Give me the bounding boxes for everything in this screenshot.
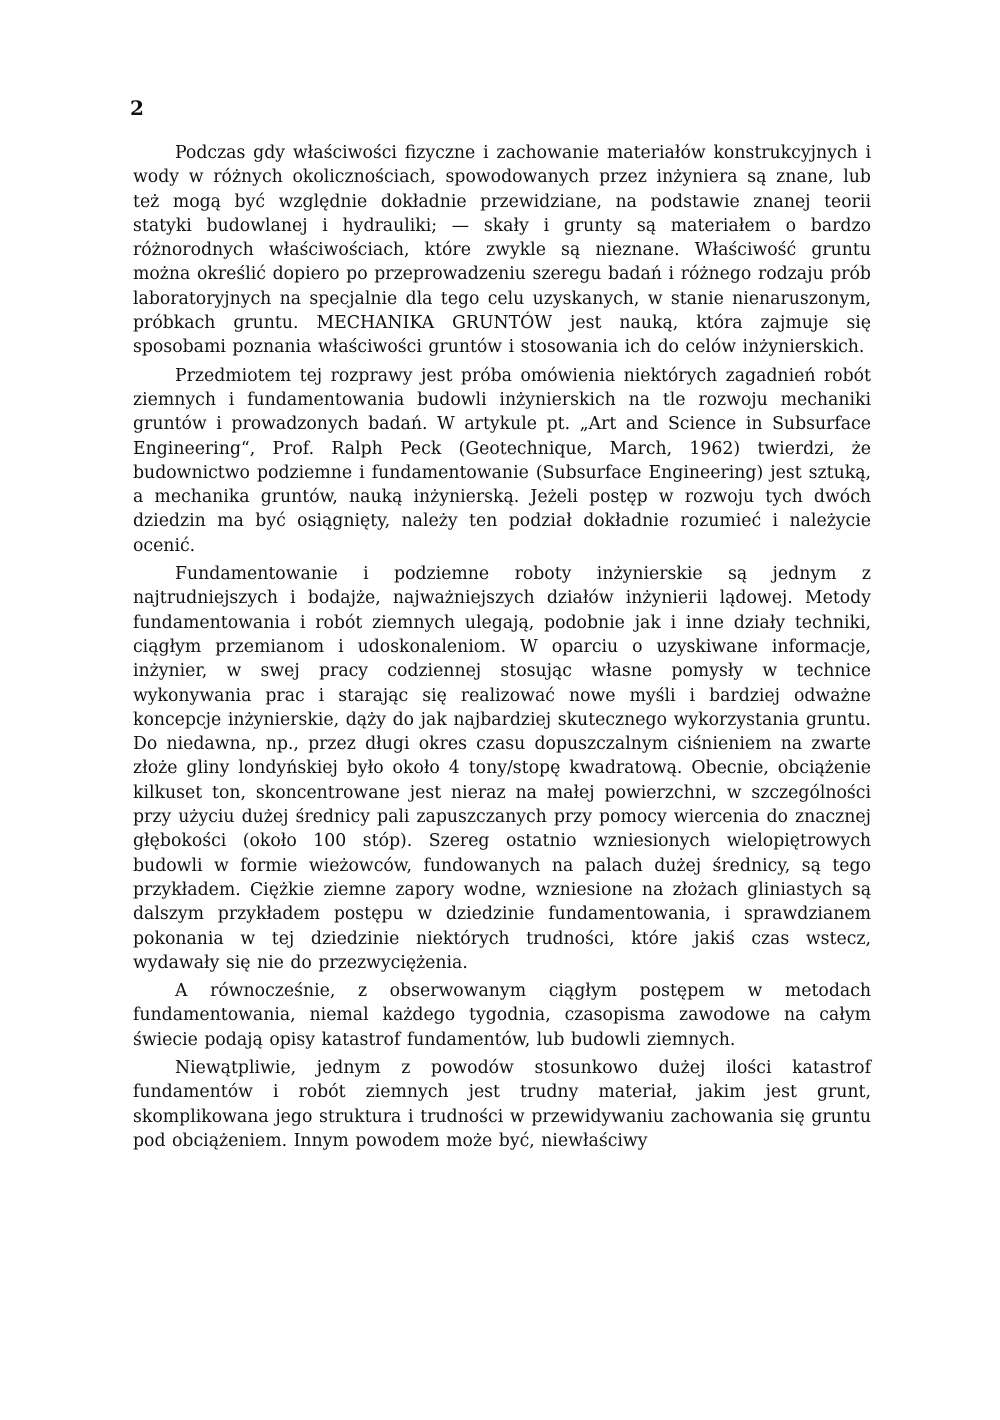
text-body bbox=[133, 141, 871, 1157]
paragraph-subject-of-dissertation: Przedmiotem tej rozprawy jest próba omówienia niektórych zagadnień robót ziemnych i fundamentowania budowli inżynierskich na tle rozwoju mechaniki gruntów i prowadzonych badań. W artykule pt. „Art and Science in Subsurface Engineering“, Prof. Ralph Peck (Geotechnique, March, 1962) twierdzi, że budownictwo podziemne i fundamentowanie (Subsurface Engineering) jest sztuką, a mechanika gruntów, nauką inżynierską. Jeżeli postęp w rozwoju tych dwóch dziedzin ma być osiągnięty, należy ten podział dokładnie rozumieć i należycie ocenić. bbox=[133, 365, 871, 556]
paragraph-reasons-for-failures: Niewątpliwie, jednym z powodów stosunkowo dużej ilości katastrof fundamentów i robót ziemnych jest trudny materiał, jakim jest grunt, skomplikowana jego struktura i trudności w przewidywaniu zachowania się gruntu pod obciążeniem. Innym powodem może być, niewłaściwy bbox=[133, 1057, 871, 1151]
page-number: 2 bbox=[130, 96, 144, 120]
paragraph-foundation-failures: A równocześnie, z obserwowanym ciągłym postępem w metodach fundamentowania, niemal każdego tygodnia, czasopisma zawodowe na całym świecie podają opisy katastrof fundamentów, lub budowli ziemnych. bbox=[133, 981, 871, 1050]
paragraph-soil-mechanics-definition: Podczas gdy właściwości fizyczne i zachowanie materiałów konstrukcyjnych i wody w różnych okolicznościach, spowodowanych przez inżyniera są znane, lub też mogą być względnie dokładnie przewidziane, na podstawie znanej teorii statyki budowlanej i hydrauliki; — skały i grunty są materiałem o bardzo różnorodnych właściwościach, które zwykle są nieznane. Właściwość gruntu można określić dopiero po przeprowadzeniu szeregu badań i różnego rodzaju prób laboratoryjnych na specjalnie dla tego celu uzyskanych, w stanie nienaruszonym, próbkach gruntu. MECHANIKA GRUNTÓW jest nauką, która zajmuje się sposobami poznania właściwości gruntów i stosowania ich do celów inżynierskich. bbox=[133, 143, 871, 358]
paragraph-foundation-engineering-progress: Fundamentowanie i podziemne roboty inżynierskie są jednym z najtrudniejszych i bodajże, najważniejszych działów inżynierii lądowej. Metody fundamentowania i robót ziemnych ulegają, podobnie jak i inne działy techniki, ciągłym przemianom i udoskonaleniom. W oparciu o uzyskiwane informacje, inżynier, w swej pracy codziennej stosując własne pomysły w technice wykonywania prac i starając się realizować nowe myśli i bardziej odważne koncepcje inżynierskie, dąży do jak najbardziej skutecznego wykorzystania gruntu. Do niedawna, np., przez długi okres czasu dopuszczalnym ciśnieniem na zwarte złoże gliny londyńskiej było około 4 tony/stopę kwadratową. Obecnie, obciążenie kilkuset ton, skoncentrowane jest nieraz na małej powierzchni, w szczególności przy użyciu dużej średnicy pali zapuszczanych przy pomocy wiercenia do znacznej głębokości (około 100 stóp). Szereg ostatnio wzniesionych wielopiętrowych budowli w formie wieżowców, fundowanych na palach dużej średnicy, są tego przykładem. Ciężkie ziemne zapory wodne, wzniesione na złożach gliniastych są dalszym przykładem postępu w dziedzinie fundamentowania, i sprawdzianem pokonania w tej dziedzinie niektórych trudności, które jakiś czas wstecz, wydawały się nie do przezwyciężenia. bbox=[133, 564, 871, 973]
